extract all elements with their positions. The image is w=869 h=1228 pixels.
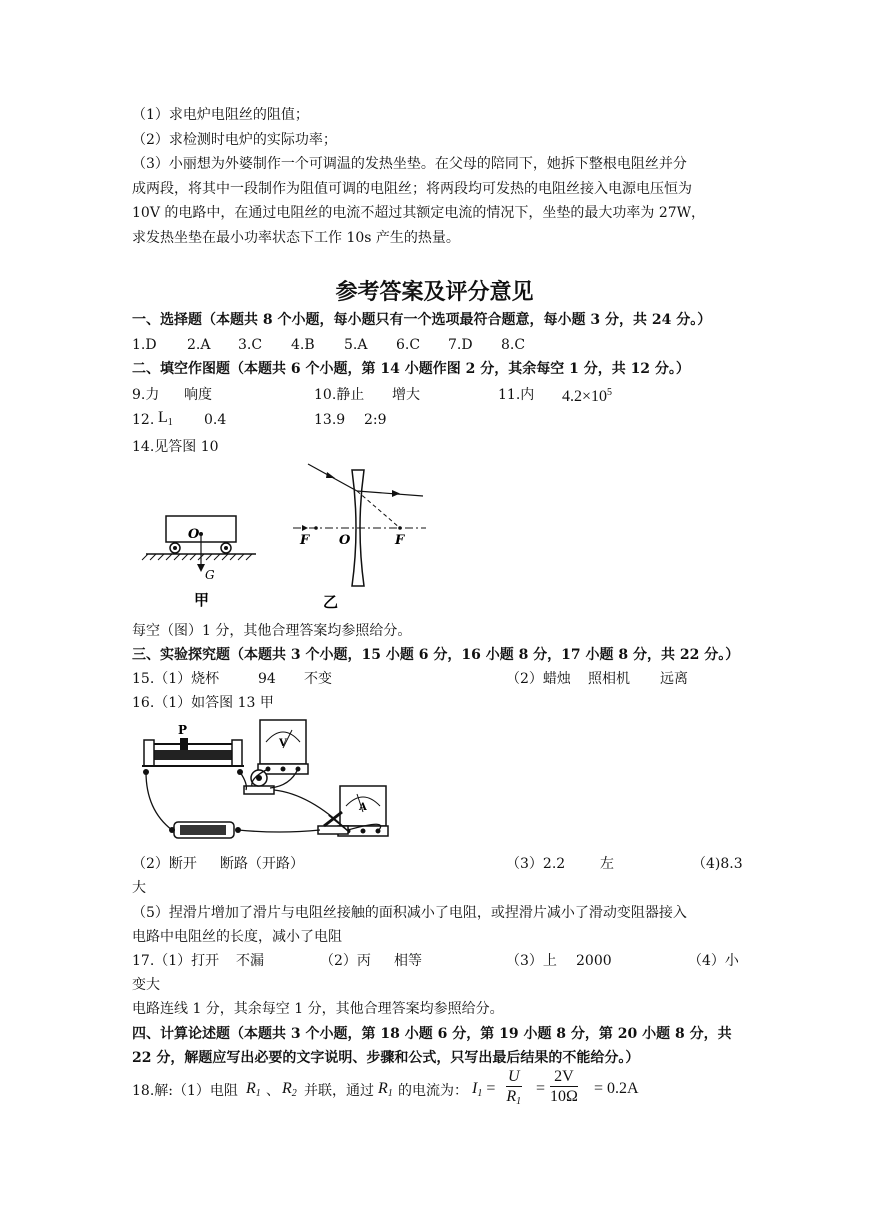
answer-18-R2-sub: 2 bbox=[291, 1088, 297, 1099]
formula-eq1: = bbox=[486, 1080, 496, 1097]
answer-15-2: （2）蜡烛 bbox=[506, 671, 571, 687]
label-F-right: F bbox=[395, 533, 405, 548]
answer-15-2c: 远离 bbox=[660, 671, 688, 687]
formula-U: U bbox=[508, 1068, 520, 1085]
formula-num: 2V bbox=[550, 1068, 578, 1087]
answer-15-1: 15.（1）烧杯 bbox=[132, 671, 220, 687]
section2-note: 每空（图）1 分，其他合理答案均参照给分。 bbox=[132, 623, 412, 639]
answer-17-4b: 变大 bbox=[132, 977, 160, 993]
answer-16-3: （3）2.2 bbox=[506, 856, 566, 872]
answer-18-formula bbox=[472, 1080, 495, 1103]
question-item-3-line2: 成两段，将其中一段制作为阻值可调的电阻丝；将两段均可发热的电阻丝接入电源电压恒为 bbox=[132, 181, 692, 197]
ammeter-label-A: A bbox=[359, 802, 367, 813]
answer-18-sep: 、 bbox=[266, 1083, 280, 1099]
answer-16-2b: 断路（开路） bbox=[220, 856, 304, 872]
label-G: G bbox=[205, 568, 215, 582]
answer-6: 6.C bbox=[396, 337, 421, 353]
section4-heading-line1: 四、计算论述题（本题共 3 个小题，第 18 小题 6 分，第 19 小题 8 分，第 20 小题 8 分，共 bbox=[132, 1026, 732, 1042]
answer-15-1b: 94 bbox=[258, 671, 276, 687]
figure-lens bbox=[293, 464, 426, 611]
rheostat bbox=[142, 723, 244, 775]
answer-9-b: 响度 bbox=[184, 387, 212, 403]
section1-heading: 一、选择题（本题共 8 个小题，每小题只有一个选项最符合题意，每小题 3 分，共 24 分。） bbox=[132, 312, 712, 328]
question-item-1: （1）求电炉电阻丝的阻值； bbox=[132, 107, 309, 123]
section3-note: 电路连线 1 分，其余每空 1 分，其他合理答案均参照给分。 bbox=[132, 1001, 504, 1017]
answer-11-base: 4.2×10 bbox=[562, 388, 608, 405]
formula-frac-values bbox=[550, 1068, 578, 1107]
answer-15-1c: 不变 bbox=[304, 671, 332, 687]
label-F-left: F bbox=[300, 533, 310, 548]
question-item-3-line3: 10V 的电路中，在通过电阻丝的电流不超过其额定电流的情况下，坐垫的最大功率为 27W， bbox=[132, 205, 706, 221]
label-O: O bbox=[188, 527, 200, 542]
answer-18-mid: 并联，通过 bbox=[304, 1083, 374, 1099]
label-jia: 甲 bbox=[194, 591, 210, 609]
answer-16-5-line2: 电路中电阻丝的长度，减小了电阻 bbox=[132, 929, 342, 945]
answer-17-4: （4）小 bbox=[688, 953, 739, 969]
answer-12-L-sub: 1 bbox=[167, 417, 173, 428]
answer-18-R1 bbox=[246, 1080, 261, 1103]
answer-16-5-line1: （5）捏滑片增加了滑片与电阻丝接触的面积减小了电阻，或捏滑片减小了滑动变阻器接入 bbox=[132, 905, 687, 921]
answer-13-num: 13.9 bbox=[314, 412, 346, 428]
formula-I: $I_1$ bbox=[472, 1080, 483, 1099]
answer-12-num: 12. bbox=[132, 412, 155, 428]
answer-15-2b: 照相机 bbox=[588, 671, 630, 687]
answer-12-L bbox=[158, 409, 173, 432]
label-yi: 乙 bbox=[323, 593, 339, 611]
section3-heading: 三、实验探究题（本题共 3 个小题，15 小题 6 分，16 小题 8 分，17 小题 8 分，共 22 分。） bbox=[132, 647, 740, 663]
answer-18-prefix: 18.解:（1）电阻 bbox=[132, 1083, 238, 1099]
answer-12-b: 0.4 bbox=[204, 412, 227, 428]
answer-17-1: 17.（1）打开 bbox=[132, 953, 220, 969]
question-item-3-line1: （3）小丽想为外婆制作一个可调温的发热坐垫。在父母的陪同下，她拆下整根电阻丝并分 bbox=[132, 156, 687, 172]
section4-heading-line2: 22 分，解题应写出必要的文字说明、步骤和公式，只写出最后结果的不能给分。） bbox=[132, 1050, 640, 1066]
formula-result: = 0.2A bbox=[594, 1080, 639, 1097]
formula-frac-U-R bbox=[506, 1068, 522, 1112]
answer-18-R2 bbox=[282, 1080, 297, 1103]
answer-12-L-letter: L bbox=[158, 409, 168, 426]
answer-7: 7.D bbox=[448, 337, 473, 353]
figure-cart bbox=[142, 516, 256, 609]
question-item-2: （2）求检测时电炉的实际功率； bbox=[132, 132, 337, 148]
battery bbox=[169, 822, 241, 838]
answer-2: 2.A bbox=[187, 337, 211, 353]
answer-16-4b: 大 bbox=[132, 880, 146, 896]
section2-heading: 二、填空作图题（本题共 6 个小题，第 14 小题作图 2 分，其余每空 1 分，共 12 分。） bbox=[132, 361, 690, 377]
answer-10-num: 10.静止 bbox=[314, 387, 365, 403]
voltmeter bbox=[258, 720, 308, 774]
answer-4: 4.B bbox=[291, 337, 315, 353]
answer-13-b: 2:9 bbox=[364, 412, 387, 428]
answer-18-R1b bbox=[378, 1080, 393, 1103]
answer-16-4: （4)8.3 bbox=[692, 856, 743, 872]
answer-11-num: 11.内 bbox=[498, 387, 535, 403]
answer-14: 14.见答图 10 bbox=[132, 439, 219, 455]
answer-11-value bbox=[562, 384, 612, 406]
formula-R1-den: $R_1$ bbox=[506, 1088, 522, 1107]
answer-17-1b: 不漏 bbox=[236, 953, 264, 969]
formula-den: 10Ω bbox=[550, 1088, 578, 1105]
answer-18-mid2: 的电流为： bbox=[398, 1083, 468, 1099]
figure-10 bbox=[138, 458, 438, 616]
answer-17-3b: 2000 bbox=[576, 953, 612, 969]
answer-3: 3.C bbox=[238, 337, 263, 353]
answer-18-R1b-sub: 1 bbox=[387, 1088, 393, 1099]
answer-8: 8.C bbox=[501, 337, 526, 353]
answer-16-1: 16.（1）如答图 13 甲 bbox=[132, 695, 274, 711]
answer-title: 参考答案及评分意见 bbox=[335, 280, 534, 305]
answer-18-R2-letter: R bbox=[282, 1080, 292, 1097]
answer-5: 5.A bbox=[344, 337, 368, 353]
label-O-lens: O bbox=[339, 533, 351, 548]
answer-17-3: （3）上 bbox=[506, 953, 557, 969]
answer-9-num: 9.力 bbox=[132, 387, 160, 403]
answer-18-R1b-letter: R bbox=[378, 1080, 388, 1097]
refracted-ray bbox=[357, 491, 423, 496]
answer-1: 1.D bbox=[132, 337, 157, 353]
answer-16-3b: 左 bbox=[600, 856, 614, 872]
extension-line bbox=[357, 491, 400, 528]
answer-10-b: 增大 bbox=[392, 387, 420, 403]
figure-13-circuit bbox=[140, 714, 450, 850]
voltmeter-label-V: V bbox=[279, 738, 287, 749]
question-item-3-line4: 求发热坐垫在最小功率状态下工作 10s 产生的热量。 bbox=[132, 230, 460, 246]
answer-11-exp: 5 bbox=[607, 387, 613, 398]
formula-eq2: = bbox=[536, 1080, 546, 1097]
answer-17-2: （2）丙 bbox=[320, 953, 371, 969]
answer-18-R1-letter: R bbox=[246, 1080, 256, 1097]
answer-17-2b: 相等 bbox=[394, 953, 422, 969]
answer-16-2: （2）断开 bbox=[132, 856, 197, 872]
rheostat-label-P: P bbox=[178, 723, 188, 737]
answer-18-R1-sub: 1 bbox=[255, 1088, 261, 1099]
